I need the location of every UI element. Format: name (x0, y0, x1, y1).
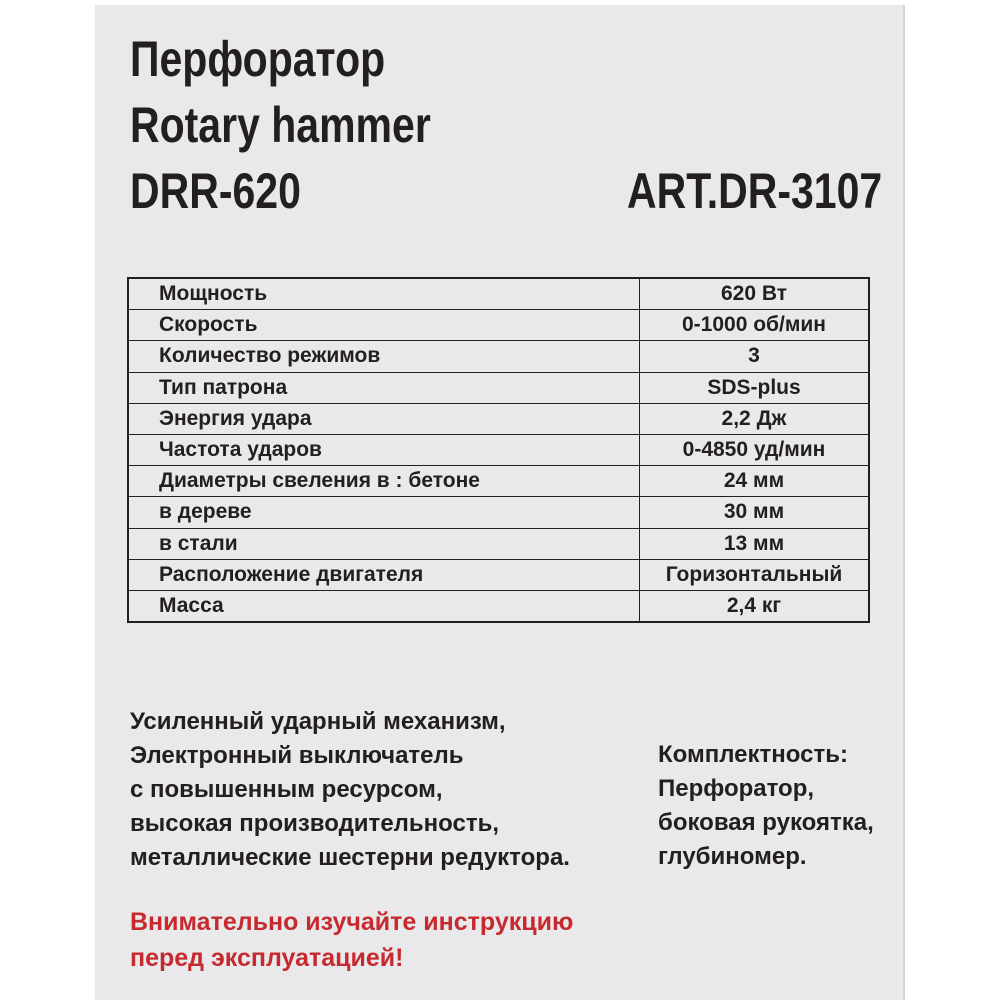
product-title-ru: Перфоратор (130, 31, 386, 87)
kit-item: боковая рукоятка, (658, 809, 874, 836)
spec-param: Частота ударов (128, 434, 640, 465)
table-row (128, 434, 869, 465)
product-title-en: Rotary hammer (130, 97, 431, 153)
kit-contents (658, 738, 874, 874)
spec-param: Энергия удара (128, 403, 640, 434)
spec-value: 0-1000 об/мин (640, 310, 870, 341)
spec-param: Тип патрона (128, 372, 640, 403)
feature-line: высокая производительность, (130, 810, 500, 837)
spec-value: 13 мм (640, 528, 870, 559)
spec-param: Количество режимов (128, 341, 640, 372)
spec-value: 620 Вт (720, 282, 788, 306)
spec-param: Масса (128, 590, 640, 622)
feature-line: Электронный выключатель (130, 742, 464, 769)
table-row (128, 310, 869, 341)
table-row (128, 528, 869, 559)
table-row (128, 372, 869, 403)
warning-line: Внимательно изучайте инструкцию (130, 908, 574, 936)
feature-line: Усиленный ударный механизм, (130, 708, 506, 735)
table-row (128, 590, 869, 622)
spec-param: Скорость (128, 310, 640, 341)
table-row (128, 341, 869, 372)
specifications-table (127, 277, 870, 623)
warning-line: перед эксплуатацией! (130, 944, 404, 972)
table-row (128, 559, 869, 590)
spec-value: SDS-plus (640, 372, 870, 403)
spec-value: 30 мм (640, 497, 870, 528)
warning-notice (130, 904, 573, 976)
spec-value: 2,2 Дж (640, 403, 870, 434)
article-number: ART.DR-3107 (626, 163, 882, 219)
table-row (128, 466, 869, 497)
features-list (130, 705, 570, 875)
kit-item: глубиномер. (658, 843, 807, 870)
table-row (128, 497, 869, 528)
spec-param: в дереве (128, 497, 640, 528)
spec-value: 3 (640, 341, 870, 372)
spec-param: Мощность (128, 278, 640, 310)
kit-heading: Комплектность: (658, 741, 848, 768)
table-row (128, 278, 869, 310)
table-row (128, 403, 869, 434)
model-number: DRR-620 (130, 163, 301, 219)
spec-value: Горизонтальный (640, 559, 870, 590)
feature-line: металлические шестерни редуктора. (130, 844, 570, 871)
spec-value: 24 мм (640, 466, 870, 497)
feature-line: с повышенным ресурсом, (130, 776, 443, 803)
kit-item: Перфоратор, (658, 775, 815, 802)
spec-value: 2,4 кг (640, 590, 870, 622)
spec-param: в стали (128, 528, 640, 559)
spec-param: Расположение двигателя (128, 559, 640, 590)
spec-value: 0-4850 уд/мин (640, 434, 870, 465)
spec-param: Диаметры свеления в : бетоне (128, 466, 640, 497)
